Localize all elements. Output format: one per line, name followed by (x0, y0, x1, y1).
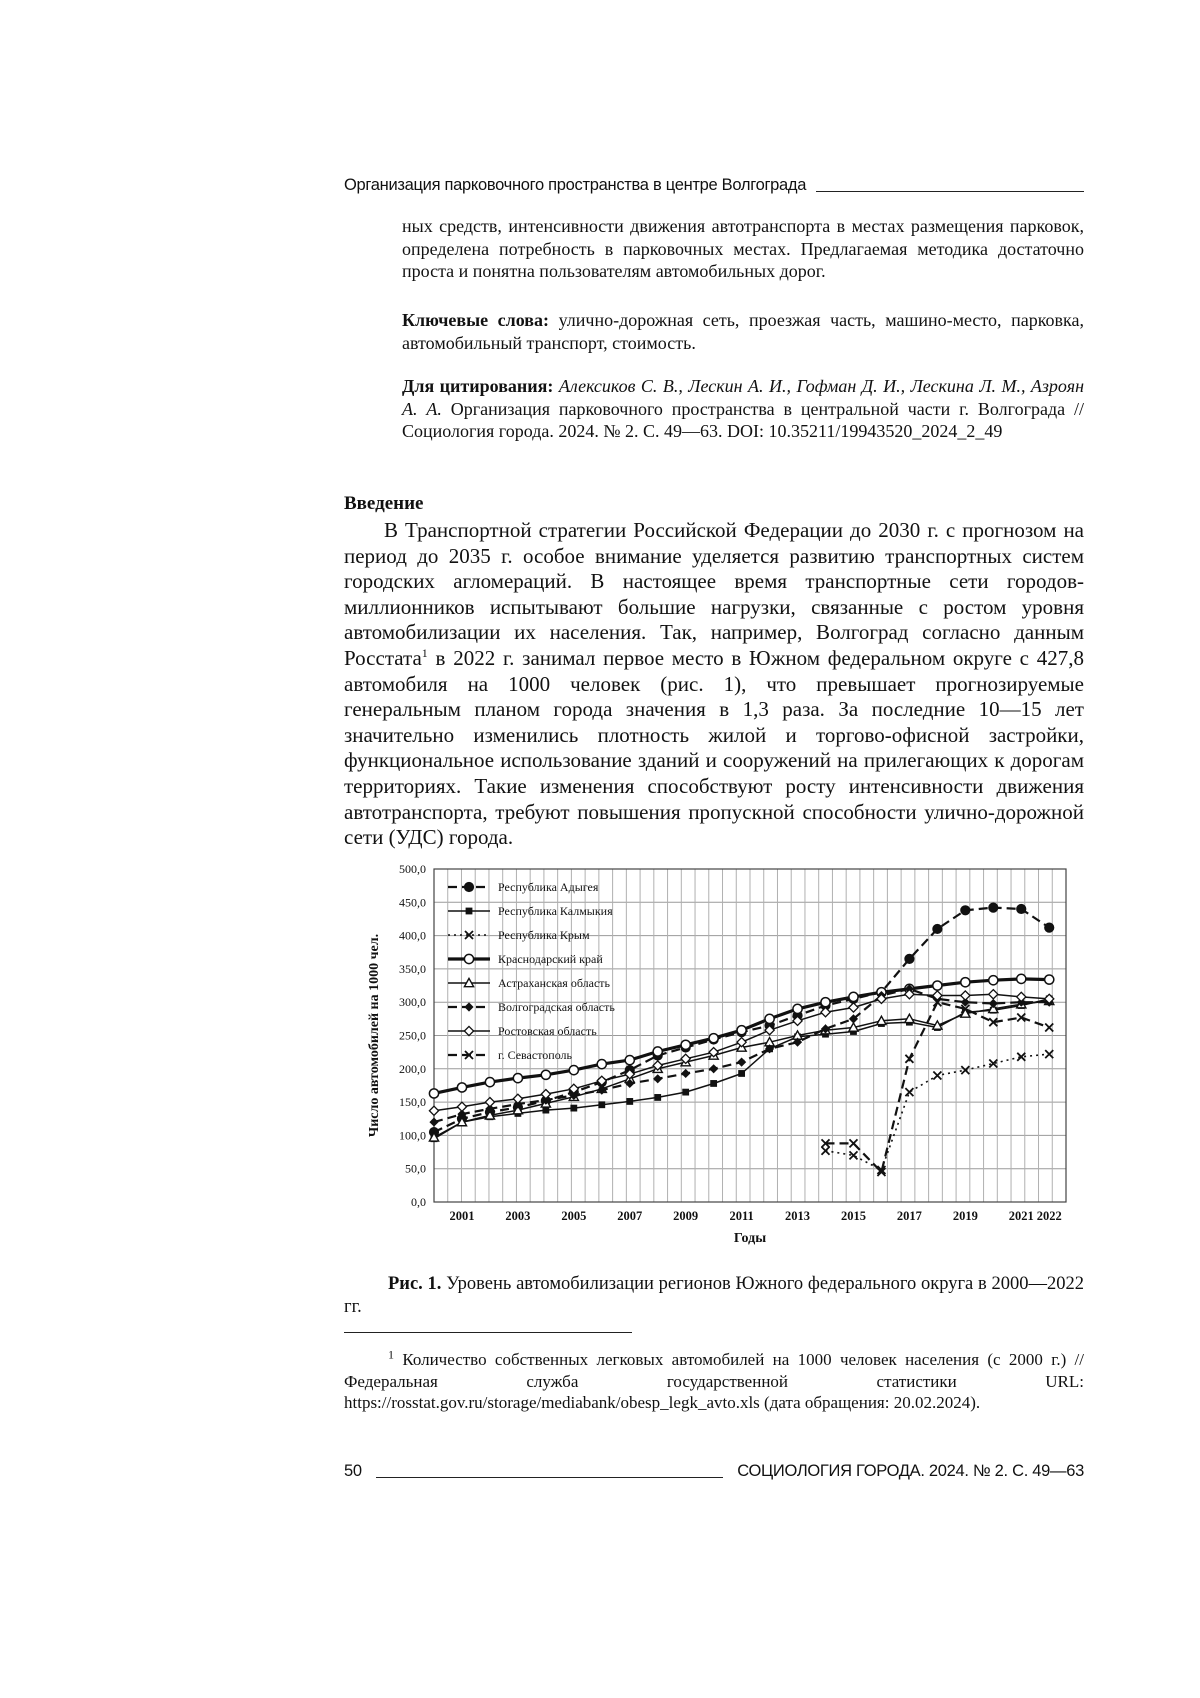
legend-2-marker (466, 908, 473, 915)
x-tick-label: 2021 (1008, 1209, 1034, 1223)
legend-8-label: г. Севастополь (498, 1048, 573, 1062)
legend-7-marker (464, 1026, 473, 1035)
series-1-point (933, 924, 942, 933)
page-number: 50 (344, 1462, 362, 1480)
x-tick-label: 2009 (673, 1209, 699, 1223)
series-6-point (429, 1117, 438, 1126)
caption-label: Рис. 1. (388, 1274, 442, 1294)
running-head-rule (816, 191, 1084, 192)
citation-text: Организация парковочного пространства в центральной части г. Волгограда // Социология города. 2024. № 2. С. 49—63. DOI: 10.35211/19943520_2024_2_49 (402, 398, 1084, 442)
series-4-point (429, 1089, 438, 1098)
caption-text: Уровень автомобилизации регионов Южного федерального округа в 2000—2022 гг. (344, 1274, 1085, 1317)
y-tick-label: 500,0 (399, 862, 426, 876)
legend-3-label: Республика Крым (498, 928, 590, 942)
y-tick-label: 350,0 (399, 961, 426, 976)
series-4-point (765, 1014, 774, 1023)
series-4-point (1017, 974, 1026, 983)
running-title: Организация парковочного пространства в центре Волгограда (344, 176, 807, 194)
series-2-point (570, 1105, 577, 1112)
footer-rule (376, 1477, 723, 1478)
series-4-point (961, 978, 970, 987)
series-6-point (989, 999, 998, 1008)
footnote-divider (344, 1332, 632, 1333)
series-4-point (653, 1047, 662, 1056)
legend-7-label: Ростовская область (498, 1024, 597, 1038)
intro-text-start: В Транспортной стратегии Российской Федерации до 2030 г. с прогнозом на период до 2035 г. особое внимание уделяется развитию транспортных систем городских агломераций. В настоящее время транспортные сети городов-миллионников испытывают большие нагрузки, связанные с ростом уровня автомобилизации их населения. Так, например, Волгоград согласно данным Росстата (344, 518, 1084, 670)
series-4-point (457, 1083, 466, 1092)
journal-info: СОЦИОЛОГИЯ ГОРОДА. 2024. № 2. С. 49—63 (737, 1462, 1084, 1480)
series-4-point (541, 1070, 550, 1079)
series-6-point (709, 1064, 718, 1073)
series-2-point (654, 1094, 661, 1101)
abstract-tail: ных средств, интенсивности движения автотранспорта в местах размещения парковок, определена потребность в парковочных местах. Предлагаемая методика достаточно проста и понятна пользователям автомобильных дорог. (402, 216, 1084, 282)
series-1-point (1045, 923, 1054, 932)
y-axis-title: Число автомобилей на 1000 чел. (367, 933, 382, 1138)
legend-1-label: Республика Адыгея (498, 880, 599, 894)
series-8-point (849, 1139, 857, 1147)
footnote-number: 1 (388, 1347, 394, 1362)
legend-6-marker (464, 1002, 473, 1011)
legend-4-marker (464, 954, 473, 963)
series-7-point (429, 1106, 438, 1115)
series-4-point (681, 1040, 690, 1049)
series-3-point (961, 1066, 969, 1074)
y-tick-label: 450,0 (399, 895, 426, 910)
line-chart (356, 862, 1076, 1270)
x-tick-label: 2003 (505, 1209, 531, 1223)
footnote-ref[interactable]: 1 (421, 645, 428, 660)
x-tick-label: 2022 (1036, 1209, 1062, 1223)
keywords (402, 309, 1084, 354)
footnote (344, 1349, 1084, 1414)
legend-2-label: Республика Калмыкия (498, 904, 613, 918)
x-tick-label: 2013 (785, 1209, 811, 1223)
series-2-point (598, 1101, 605, 1108)
keywords-text: улично-дорожная сеть, проезжая часть, машино-место, парковка, автомобильный транспорт, стоимость. (402, 310, 1084, 353)
series-2-point (682, 1089, 689, 1096)
legend-4-label: Краснодарский край (498, 952, 603, 966)
x-tick-label: 2011 (729, 1209, 754, 1223)
series-4-point (821, 998, 830, 1007)
legend-6-label: Волгоградская область (498, 1000, 615, 1014)
y-tick-label: 300,0 (399, 995, 426, 1010)
series-4-point (625, 1056, 634, 1065)
keywords-label: Ключевые слова: (402, 310, 550, 330)
citation (402, 375, 1084, 443)
x-tick-label: 2001 (449, 1209, 475, 1223)
y-tick-label: 50,0 (405, 1161, 426, 1176)
y-tick-label: 100,0 (399, 1128, 426, 1143)
legend-1-marker (464, 882, 473, 891)
series-2-point (626, 1098, 633, 1105)
series-1-point (989, 903, 998, 912)
y-tick-label: 400,0 (399, 928, 426, 943)
y-tick-label: 250,0 (399, 1028, 426, 1043)
series-4-point (849, 992, 858, 1001)
x-axis-title: Годы (733, 1231, 767, 1246)
x-tick-label: 2019 (952, 1209, 978, 1223)
series-3-line (826, 1054, 1050, 1170)
intro-paragraph (344, 518, 1084, 851)
series-3-point (822, 1147, 830, 1155)
running-head (344, 176, 1084, 195)
series-4-point (597, 1060, 606, 1069)
citation-label: Для цитирования: (402, 376, 554, 396)
series-7-point (485, 1098, 494, 1107)
y-tick-label: 150,0 (399, 1095, 426, 1110)
series-7-point (737, 1038, 746, 1047)
x-tick-label: 2017 (896, 1209, 922, 1223)
series-2-point (738, 1070, 745, 1077)
series-4-point (793, 1004, 802, 1013)
series-6-point (681, 1069, 690, 1078)
series-4-point (989, 976, 998, 985)
series-4-point (933, 981, 942, 990)
series-7-point (849, 1003, 858, 1012)
footnote-text: Количество собственных легковых автомобилей на 1000 человек населения (с 2000 г.) // Федеральная служба государственной статистики URL: https://rosstat.gov.ru/storage/mediabank/obesp_legk_avto.xls (дата обращения: 20.02.2024). (344, 1350, 1084, 1412)
series-4-point (709, 1034, 718, 1043)
figure-chart (356, 862, 1076, 1270)
x-tick-label: 2015 (840, 1209, 866, 1223)
series-6-point (737, 1058, 746, 1067)
series-3-point (933, 1071, 941, 1079)
x-tick-label: 2007 (617, 1209, 643, 1223)
series-4-point (513, 1074, 522, 1083)
series-6-point (653, 1074, 662, 1083)
series-1-point (905, 954, 914, 963)
citation-authors: Алексиков С. В., Лескин А. И., Гофман Д. И., Лескина Л. М., Азроян А. А. (402, 376, 1084, 419)
series-1-point (961, 906, 970, 915)
series-7-point (989, 990, 998, 999)
intro-text-end: в 2022 г. занимал первое место в Южном федеральном округе с 427,8 автомобиля на 1000 человек (рис. 1), что превышает прогнозируемые генеральным планом города значения в 1,3 раза. За последние 10—15 лет значительно изменились плотность жилой и торгово-офисной застройки, функциональное использование зданий и сооружений на прилегающих к дорогам территориях. Такие изменения способствуют росту интенсивности движения автотранспорта, требуют повышения пропускной способности улично-дорожной сети (УДС) города. (344, 645, 1084, 850)
x-tick-label: 2005 (561, 1209, 587, 1223)
series-1-point (1017, 904, 1026, 913)
legend-5-label: Астраханская область (498, 976, 610, 990)
series-4-point (737, 1026, 746, 1035)
series-4-point (1045, 975, 1054, 984)
figure-caption (344, 1273, 1084, 1319)
series-7-point (961, 991, 970, 1000)
series-8-point (905, 1055, 913, 1063)
page-footer (344, 1462, 1084, 1481)
series-7-point (457, 1102, 466, 1111)
series-2-point (710, 1080, 717, 1087)
y-tick-label: 200,0 (399, 1061, 426, 1076)
series-4-point (569, 1066, 578, 1075)
y-tick-label: 0,0 (411, 1195, 426, 1209)
series-3-point (905, 1088, 913, 1096)
section-title: Введение (344, 493, 424, 514)
series-4-point (485, 1078, 494, 1087)
